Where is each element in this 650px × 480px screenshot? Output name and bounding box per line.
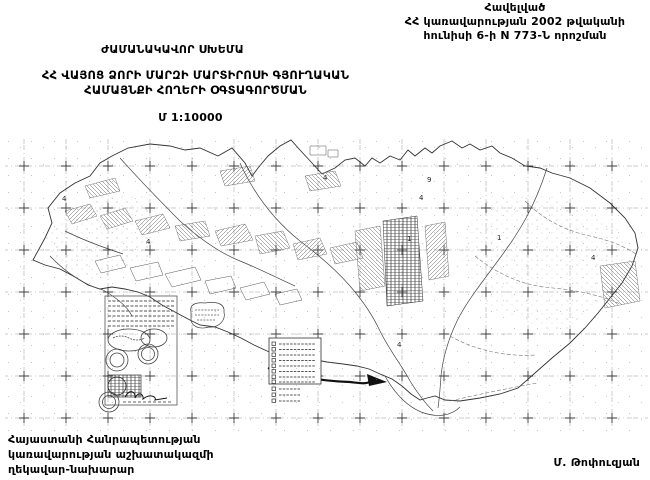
land-use-map [5, 136, 648, 432]
signatory-title [8, 432, 214, 477]
signatory-name: Մ. Թոփուզյան [553, 456, 640, 469]
document-type-heading: ԺԱՄԱՆԱԿԱՎՈՐ ՍԽԵՄԱ [101, 43, 244, 56]
map-title [8, 68, 383, 98]
signatory-line: ղեկավար-նախարար [8, 463, 135, 476]
appendix-line: Հավելված [484, 1, 546, 14]
signatory-line: Հայաստանի Հանրապետության [8, 433, 201, 446]
appendix-line: ՀՀ կառավարության 2002 թվականի [404, 15, 626, 28]
appendix-reference [385, 1, 645, 43]
map-title-line: ՀԱՄԱՅՆՔԻ ՀՈՂԵՐԻ ՕԳՏԱԳՈՐԾՄԱՆ [84, 83, 307, 97]
appendix-line: հունիսի 6-ի N 773-Ն որոշման [423, 29, 607, 42]
map-title-line: ՀՀ ՎԱՅՈՑ ՁՈՐԻ ՄԱՐԶԻ ՄԱՐՏԻՐՈՍԻ ԳՅՈՒՂԱԿԱՆ [41, 68, 350, 82]
map-scale: Մ 1:10000 [158, 111, 223, 124]
signatory-line: կառավարության աշխատակազմի [8, 448, 214, 461]
scan-noise [5, 136, 648, 432]
